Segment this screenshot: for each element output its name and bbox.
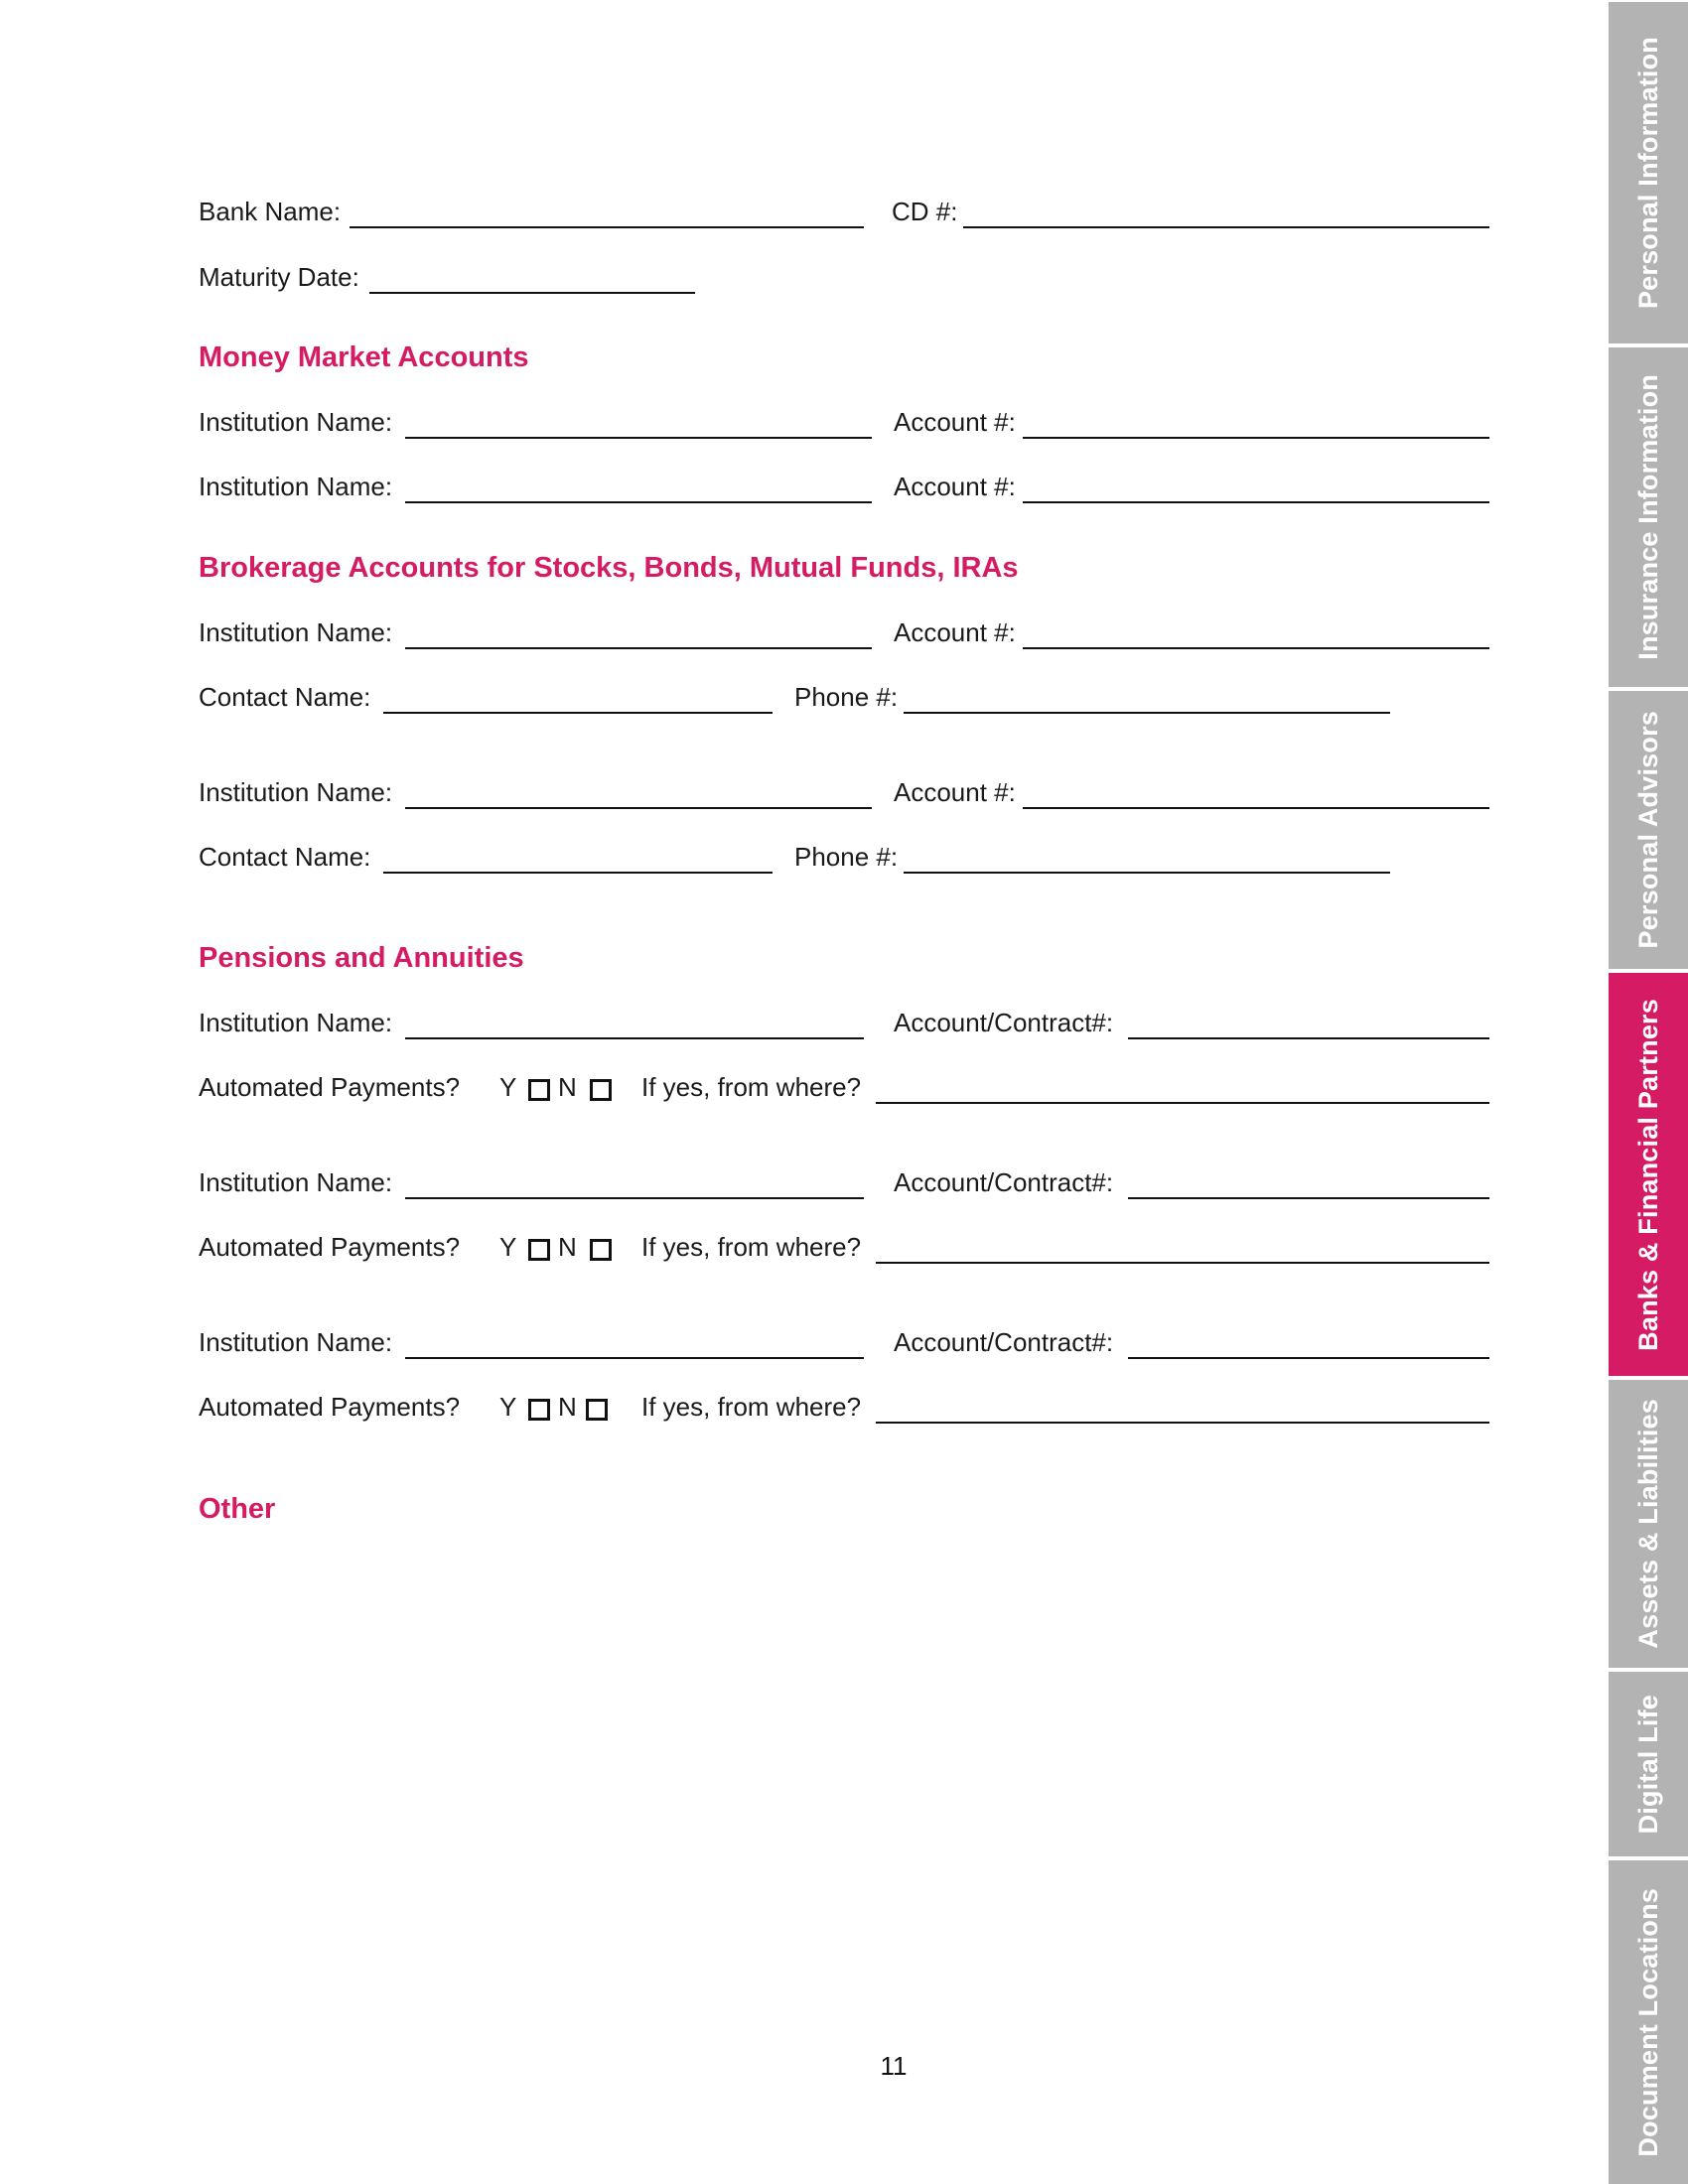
- cd-number-field[interactable]: [963, 226, 1489, 228]
- payment-source-field[interactable]: [876, 1422, 1489, 1424]
- tab-label: Digital Life: [1632, 1694, 1663, 1835]
- pension-payments-row-1: [0, 1064, 1688, 1104]
- payment-source-field[interactable]: [876, 1262, 1489, 1264]
- payment-source-field[interactable]: [876, 1102, 1489, 1104]
- automated-payments-label: Automated Payments?: [199, 1232, 461, 1262]
- phone-number-field[interactable]: [904, 712, 1390, 714]
- institution-name-label: Institution Name:: [199, 617, 393, 647]
- tab-label: Personal Advisors: [1632, 711, 1663, 949]
- tab-insurance-information[interactable]: [1609, 347, 1688, 687]
- automated-payments-label: Automated Payments?: [199, 1072, 461, 1102]
- contact-name-label: Contact Name:: [199, 842, 371, 872]
- if-yes-label: If yes, from where?: [641, 1232, 862, 1262]
- pension-row-2: [0, 1160, 1688, 1199]
- institution-name-field[interactable]: [405, 807, 872, 809]
- account-number-field[interactable]: [1023, 437, 1489, 439]
- bank-name-row: [0, 189, 1688, 228]
- maturity-date-label: Maturity Date:: [199, 262, 359, 292]
- phone-number-label: Phone #:: [794, 842, 899, 872]
- account-contract-field[interactable]: [1128, 1357, 1489, 1359]
- other-heading: Other: [199, 1493, 276, 1525]
- cd-number-label: CD #:: [892, 197, 958, 226]
- institution-name-label: Institution Name:: [199, 472, 393, 501]
- yes-label: Y: [499, 1392, 517, 1422]
- account-number-field[interactable]: [1023, 807, 1489, 809]
- institution-name-field[interactable]: [405, 1357, 864, 1359]
- no-checkbox[interactable]: [590, 1079, 612, 1101]
- tab-label: Banks & Financial Partners: [1632, 998, 1663, 1351]
- tab-assets-liabilities[interactable]: [1609, 1380, 1688, 1668]
- institution-name-field[interactable]: [405, 1197, 864, 1199]
- account-contract-label: Account/Contract#:: [894, 1327, 1114, 1357]
- institution-name-label: Institution Name:: [199, 1167, 393, 1197]
- account-contract-field[interactable]: [1128, 1197, 1489, 1199]
- bank-name-field[interactable]: [350, 226, 864, 228]
- phone-number-field[interactable]: [904, 872, 1390, 874]
- no-checkbox[interactable]: [590, 1239, 612, 1261]
- account-number-label: Account #:: [894, 777, 1016, 807]
- pension-payments-row-2: [0, 1224, 1688, 1264]
- pensions-heading: Pensions and Annuities: [199, 942, 524, 974]
- yes-checkbox[interactable]: [528, 1079, 550, 1101]
- money-market-heading: Money Market Accounts: [199, 341, 529, 373]
- account-number-label: Account #:: [894, 472, 1016, 501]
- tab-document-locations[interactable]: [1609, 1860, 1688, 2184]
- tab-personal-information[interactable]: [1609, 2, 1688, 343]
- institution-name-label: Institution Name:: [199, 777, 393, 807]
- no-label: N: [558, 1072, 577, 1102]
- phone-number-label: Phone #:: [794, 682, 899, 712]
- yes-checkbox[interactable]: [528, 1399, 550, 1421]
- institution-name-label: Institution Name:: [199, 1327, 393, 1357]
- brokerage-row-4: [0, 834, 1688, 874]
- maturity-date-field[interactable]: [369, 292, 695, 294]
- yes-label: Y: [499, 1232, 517, 1262]
- maturity-date-row: [0, 254, 1688, 294]
- brokerage-heading: Brokerage Accounts for Stocks, Bonds, Mutual Funds, IRAs: [199, 552, 1019, 584]
- institution-name-field[interactable]: [405, 647, 872, 649]
- institution-name-field[interactable]: [405, 501, 872, 503]
- no-label: N: [558, 1232, 577, 1262]
- tab-banks-financial-partners[interactable]: [1609, 973, 1688, 1376]
- mm-row-1: [0, 399, 1688, 439]
- tab-label: Insurance Information: [1632, 374, 1663, 660]
- tab-digital-life[interactable]: [1609, 1672, 1688, 1856]
- automated-payments-label: Automated Payments?: [199, 1392, 461, 1422]
- institution-name-label: Institution Name:: [199, 1008, 393, 1037]
- no-checkbox[interactable]: [586, 1399, 608, 1421]
- account-contract-field[interactable]: [1128, 1037, 1489, 1039]
- pension-row-3: [0, 1319, 1688, 1359]
- institution-name-field[interactable]: [405, 437, 872, 439]
- account-number-field[interactable]: [1023, 501, 1489, 503]
- brokerage-row-3: [0, 769, 1688, 809]
- page-number: 11: [880, 2051, 908, 2081]
- pension-payments-row-3: [0, 1384, 1688, 1424]
- no-label: N: [558, 1392, 577, 1422]
- if-yes-label: If yes, from where?: [641, 1072, 862, 1102]
- account-number-label: Account #:: [894, 407, 1016, 437]
- tab-label: Document Locations: [1632, 1887, 1663, 2157]
- contact-name-label: Contact Name:: [199, 682, 371, 712]
- account-number-label: Account #:: [894, 617, 1016, 647]
- institution-name-field[interactable]: [405, 1037, 864, 1039]
- account-number-field[interactable]: [1023, 647, 1489, 649]
- bank-name-label: Bank Name:: [199, 197, 342, 226]
- brokerage-row-1: [0, 610, 1688, 649]
- contact-name-field[interactable]: [383, 712, 773, 714]
- account-contract-label: Account/Contract#:: [894, 1167, 1114, 1197]
- contact-name-field[interactable]: [383, 872, 773, 874]
- pension-row-1: [0, 1000, 1688, 1039]
- yes-label: Y: [499, 1072, 517, 1102]
- account-contract-label: Account/Contract#:: [894, 1008, 1114, 1037]
- if-yes-label: If yes, from where?: [641, 1392, 862, 1422]
- yes-checkbox[interactable]: [528, 1239, 550, 1261]
- mm-row-2: [0, 464, 1688, 503]
- institution-name-label: Institution Name:: [199, 407, 393, 437]
- tab-personal-advisors[interactable]: [1609, 691, 1688, 969]
- tab-label: Assets & Liabilities: [1632, 1399, 1663, 1649]
- brokerage-row-2: [0, 674, 1688, 714]
- tab-label: Personal Information: [1632, 36, 1663, 310]
